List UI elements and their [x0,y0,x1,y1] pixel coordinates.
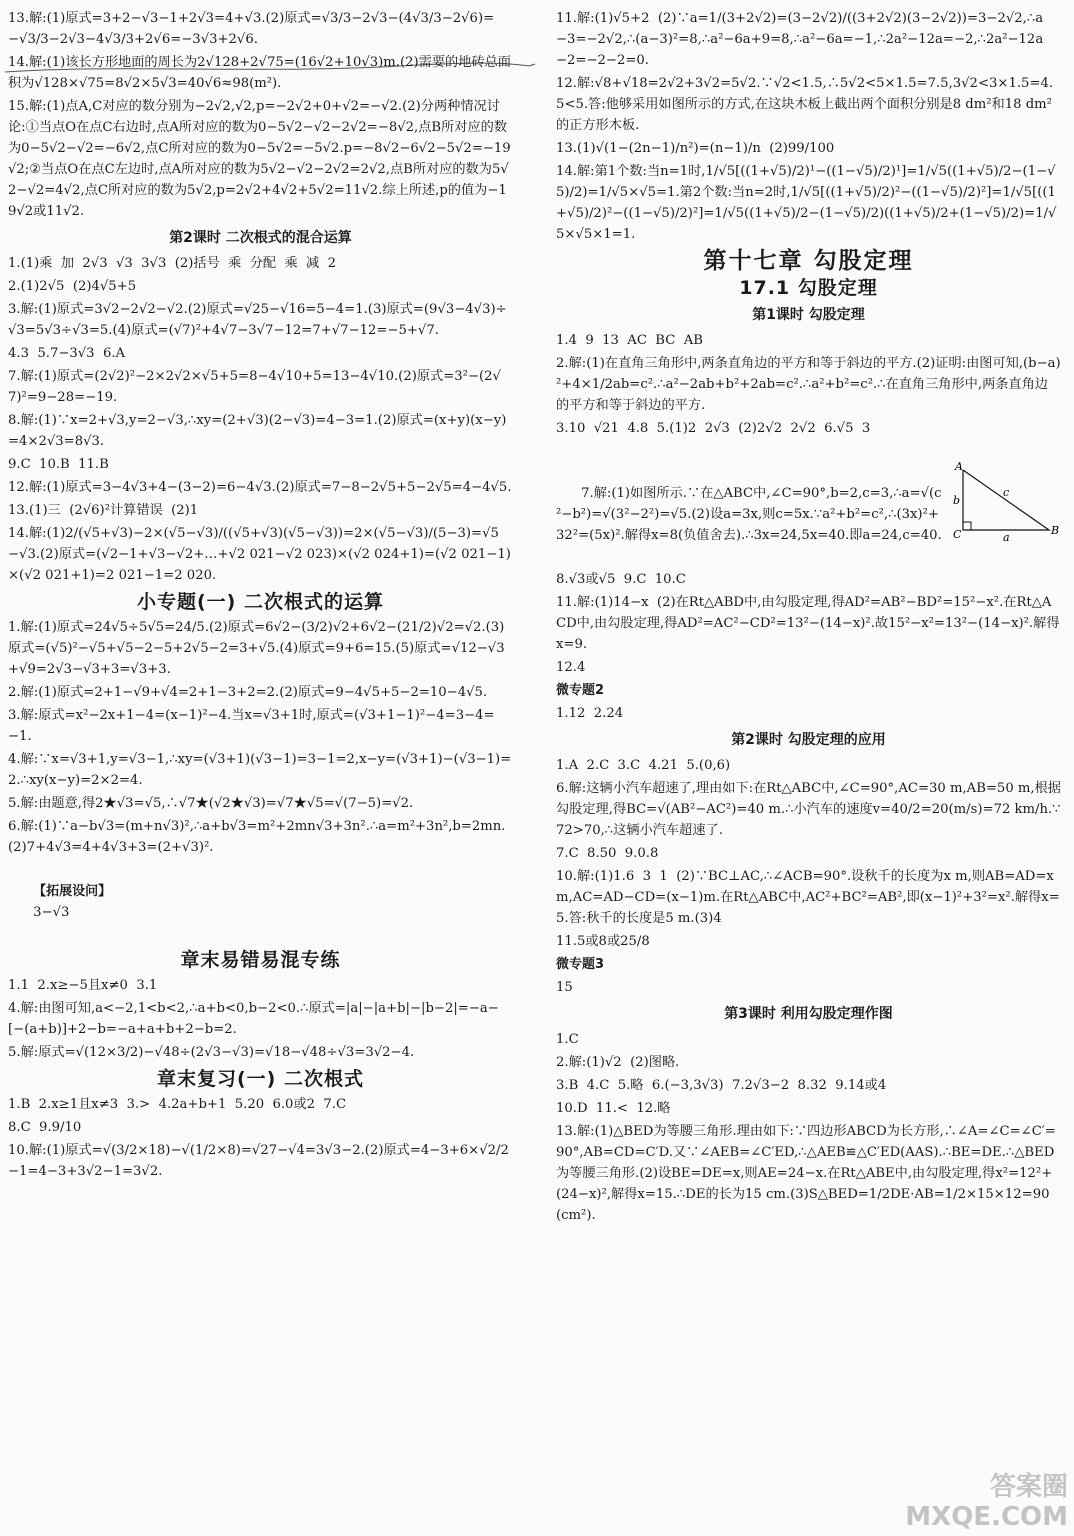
section-title: 第3课时 利用勾股定理作图 [724,1006,893,1022]
section-title: 第2课时 勾股定理的应用 [731,732,886,748]
answer-item: 2.(1)2√5 (2)4√5+5 [8,279,137,294]
answer-item: 15.解:(1)点A,C对应的数分别为−2√2,√2,p=−2√2+0+√2=−√2.(2)分两种情况讨论:①当点O在点C右边时,点A所对应的数为0−5√2−√2−2√2=−8√2,点B所对应的数为0−5√2−√2=−6√2,点C所对应的数为0−5√2=−5√2.p=−8√2−6√2−5√2=−19√2;②当点O在点C左边时,点A所对应的数为5√2−√2−2√2=2√2,点B所对应的数为5√2−√2=4√2,点C所对应的数为5√2,p=2√2+4√2+5√2=11√2.综上所述,p的值为−19√2或11√2. [8,99,511,219]
answer-item: 14.解:第1个数:当n=1时,1/√5[((1+√5)/2)¹−((1−√5)/2)¹]=1/√5((1+√5)/2−(1−√5)/2)=1/√5×√5=1.第2个数:当n=2时,1/√5[((1+√5)/2)²−((1−√5)/2)²]=1/√5[((1+√5)/2)²−((1−√5)/2)²]=1/√5((1+√5)/2−(1−√5)/2)((1+√5)/2+(1−√5)/2)=1/√5×√5×1=1. [556,164,1057,242]
section-title: 第1课时 勾股定理 [752,307,865,323]
extension-answer: 3−√3 [33,905,70,920]
answer-item: 10.D 11.< 12.略 [556,1101,671,1116]
micro-topic-label: 微专题3 [556,957,605,972]
answer-item: 11.5或8或25/8 [556,934,650,949]
vertex-label-A: A [955,462,963,473]
chapter-subtitle: 17.1 勾股定理 [739,277,878,299]
section-title: 章末易错易混专练 [180,949,341,971]
answer-item: 4.解:由图可知,a<−2,1<b<2,∴a+b<0,b−2<0.∴原式=|a|−|a+b|−|b−2|=−a−[−(a+b)]+2−b=−a+a+b+2−b=2. [8,1001,499,1037]
answer-item: 10.解:(1)原式=√(3/2×18)−√(1/2×8)=√27−√4=3√3−2.(2)原式=4−3+6×√2/2−1=4−3+3√2−1=3√2. [8,1143,509,1179]
answer-item: 3.10 √21 4.8 5.(1)2 2√3 (2)2√2 2√2 6.√5 3 [556,421,871,436]
site-watermark [868,1472,1068,1532]
answer-item: 7.C 8.50 9.0.8 [556,846,659,861]
answer-item [556,441,1061,567]
answer-item: 13.解:(1)原式=3+2−√3−1+2√3=4+√3.(2)原式=√3/3−2√3−(4√3/3−2√6)=−√3/3−2√3−4√3/3+2√6=−3√3+2√6. [8,11,495,47]
extension-label: 【拓展设问】 [33,884,112,899]
micro-topic-label: 微专题2 [556,683,605,698]
side-label-a: a [1003,531,1010,542]
answer-item: 9.C 10.B 11.B [8,457,109,472]
answer-item: 14.解:(1)2/(√5+√3)−2×(√5−√3)/((√5+√3)(√5−√3))=2×(√5−√3)/(5−3)=√5−√3.(2)原式=(√2−1+√3−√2+…+√2 021−√2 023)×(√2 024+1)=(√2 021−1)×(√2 021+1)=2 021−1=2 020. [8,526,511,583]
answer-item: 3.解:(1)原式=3√2−2√2−√2.(2)原式=√25−√16=5−4=1.(3)原式=(9√3−4√3)÷√3=5√3÷√3=5.(4)原式=(√7)²+4√7−3√7−12=7+√7−12=−5+√7. [8,302,507,338]
right-column [556,8,1061,1228]
answer-item: 6.解:(1)∵a−b√3=(m+n√3)²,∴a+b√3=m²+2mn√3+3n².∴a=m²+3n²,b=2mn.(2)7+4√3=4+4√3+3=(2+√3)². [8,819,506,855]
answer-item: 11.解:(1)√5+2 (2)∵a=1/(3+2√2)=(3−2√2)/((3+2√2)(3−2√2))=3−2√2,∴a−3=−2√2,∴(a−3)²=8,∴a²−6a+9=8,∴a²−6a=−1,∴2a²−12a=−2,∴2a²−12a−2=−2−2=0. [556,11,1044,68]
vertex-label-C: C [953,528,962,541]
section-title: 第2课时 二次根式的混合运算 [169,230,352,246]
side-label-c: c [1003,486,1010,499]
answer-item: 8.√3或√5 9.C 10.C [556,572,686,587]
answer-text: 7.解:(1)如图所示.∵在△ABC中,∠C=90°,b=2,c=3,∴a=√(c²−b²)=√(3²−2²)=√5.(2)设a=3x,则c=5x.∵a²+b²=c²,∴(3x)²+32²=(5x)².解得x=8(负值舍去).∴3x=24,5x=40.即a=24,c=40. [556,486,942,543]
answer-item: 4.3 5.7−3√3 6.A [8,346,126,361]
answer-item: 1.B 2.x≥1且x≠3 3.> 4.2a+b+1 5.20 6.0或2 7.C [8,1097,347,1112]
answer-item: 1.1 2.x≥−5且x≠0 3.1 [8,978,158,993]
answer-item: 6.解:这辆小汽车超速了,理由如下:在Rt△ABC中,∠C=90°,AC=30 m,AB=50 m,根据勾股定理,得BC=√(AB²−AC²)=40 m.∴小汽车的速度v=40/2=20(m/s)=72 km/h.∵72>70,∴这辆小汽车超速了. [556,781,1061,838]
answer-item: 3.B 4.C 5.略 6.(−3,3√3) 7.2√3−2 8.32 9.14或4 [556,1078,887,1093]
extension-row [8,860,513,944]
answer-item: 15 [556,980,573,995]
answer-item: 2.解:(1)√2 (2)图略. [556,1055,680,1070]
answer-item: 2.解:(1)原式=2+1−√9+√4=2+1−3+2=2.(2)原式=9−4√5+5−2=10−4√5. [8,685,488,700]
answer-item: 8.C 9.9/10 [8,1120,82,1135]
answer-item: 12.解:(1)原式=3−4√3+4−(3−2)=6−4√3.(2)原式=7−8−2√5+5−2√5=4−4√5. [8,480,512,495]
answer-item: 1.C [556,1032,579,1047]
answer-item: 13.(1)√(1−(2n−1)/n²)=(n−1)/n (2)99/100 [556,141,835,156]
watermark-url: MXQE.COM [905,1502,1068,1532]
answer-item: 2.解:(1)在直角三角形中,两条直角边的平方和等于斜边的平方.(2)证明:由图可知,(b−a)²+4×1/2ab=c².∴a²−2ab+b²+2ab=c².∴a²+b²=c².∴在直角三角形中,两条直角边的平方和等于斜边的平方. [556,356,1061,413]
answer-item: 12.4 [556,660,586,675]
answer-item: 14.解:(1)该长方形地面的周长为2√128+2√75=(16√2+10√3)m.(2)需要的地砖总面积为√128×√75=8√2×5√3=40√6≈98(m²). [8,55,511,91]
answer-item: 1.12 2.24 [556,706,624,721]
side-label-b: b [953,494,961,507]
answer-item: 4.解:∵x=√3+1,y=√3−1,∴xy=(√3+1)(√3−1)=3−1=2,x−y=(√3+1)−(√3−1)=2.∴xy(x−y)=2×2=4. [8,752,512,788]
answer-item: 5.解:原式=√(12×3/2)−√48÷(2√3−√3)=√18−√48÷√3=3√2−4. [8,1045,415,1060]
answer-item: 11.解:(1)14−x (2)在Rt△ABD中,由勾股定理,得AD²=AB²−BD²=15²−x².在Rt△ACD中,由勾股定理,得AD²=AC²−CD²=13²−(14−x)².故15²−x²=13²−(14−x)².解得x=9. [556,595,1060,652]
right-triangle-figure [951,462,1061,542]
answer-item: 12.解:√8+√18=2√2+3√2=5√2.∵√2<1.5,∴5√2<5×1.5=7.5,3√2<3×1.5=4.5<5.答:他够采用如图所示的方式,在这块木板上截出两个面积分别是8 dm²和18 dm²的正方形木板. [556,76,1054,133]
answer-item: 7.解:(1)原式=(2√2)²−2×2√2×√5+5=8−4√10+5=13−4√10.(2)原式=3²−(2√7)²=9−28=−19. [8,369,501,405]
answer-item: 1.A 2.C 3.C 4.21 5.(0,6) [556,758,731,773]
answer-item: 8.解:(1)∵x=2+√3,y=2−√3,∴xy=(2+√3)(2−√3)=4−3=1.(2)原式=(x+y)(x−y)=4×2√3=8√3. [8,413,507,449]
vertex-label-B: B [1051,524,1060,537]
answer-item: 1.4 9 13 AC BC AB [556,333,703,348]
answer-item: 1.(1)乘 加 2√3 √3 3√3 (2)括号 乘 分配 乘 减 2 [8,256,337,271]
answer-item: 10.解:(1)1.6 3 1 (2)∵BC⊥AC,∴∠ACB=90°.设秋千的长度为x m,则AB=AD=x m,AC=AD−CD=(x−1)m.在Rt△ABC中,AC²+BC²=AB²,即(x−1)²+3²=x².解得x=5.答:秋千的长度是5 m.(3)4 [556,869,1060,926]
section-title: 章末复习(一) 二次根式 [157,1068,364,1090]
answer-item: 13.(1)三 (2√6)²计算错误 (2)1 [8,503,199,518]
answer-item: 3.解:原式=x²−2x+1−4=(x−1)²−4.当x=√3+1时,原式=(√3+1−1)²−4=3−4=−1. [8,708,495,744]
section-title: 小专题(一) 二次根式的运算 [137,591,384,613]
answer-item: 1.解:(1)原式=24√5÷5√5=24/5.(2)原式=6√2−(3/2)√2+6√2−(21/2)√2=√2.(3)原式=(√5)²−√5+√5−2−5+2√5−2=3+√5.(4)原式=9+6=15.(5)原式=√12−√3+√9=2√3−√3+3=√3+3. [8,620,505,677]
answer-item: 5.解:由题意,得2★√3=√5,∴√7★(√2★√3)=√7★√5=√(7−5)=√2. [8,796,414,811]
chapter-title: 第十七章 勾股定理 [703,248,914,274]
watermark-logo-text: 答案圈 [989,1472,1068,1502]
left-column [8,8,513,1184]
answer-item: 13.解:(1)△BED为等腰三角形.理由如下:∵四边形ABCD为长方形,∴∠A=∠C=∠C′=90°,AB=CD=C′D.又∵∠AEB=∠C′ED,∴△AEB≌△C′ED(AAS).∴BE=DE.∴△BED为等腰三角形.(2)设BE=DE=x,则AE=24−x.在Rt△ABE中,由勾股定理,得x²=12²+(24−x)²,解得x=15.∴DE的长为15 cm.(3)S△BED=1/2DE·AB=1/2×15×12=90(cm²). [556,1124,1056,1223]
